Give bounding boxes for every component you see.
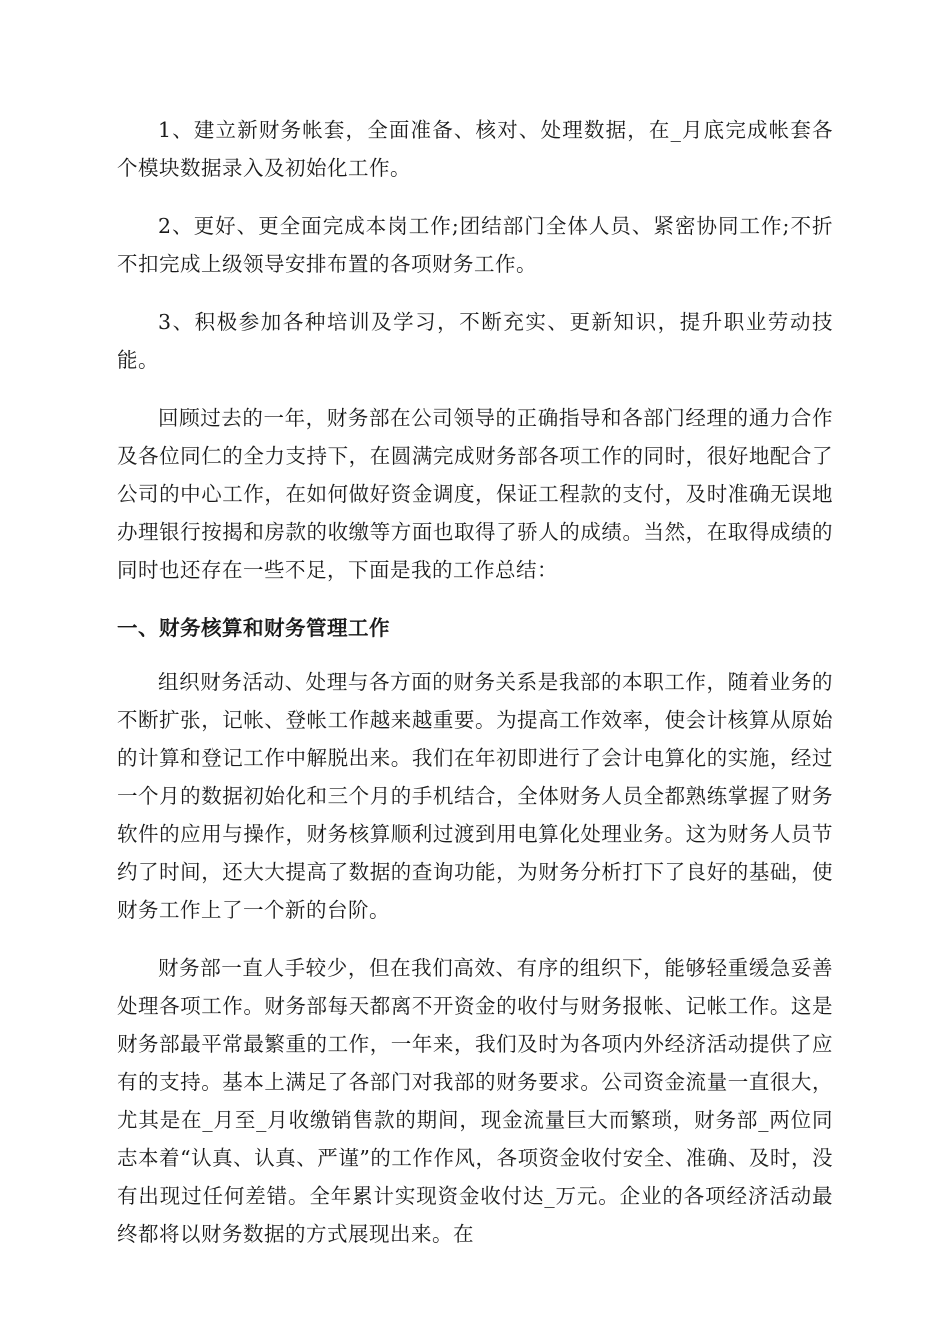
paragraph-accounting: 组织财务活动、处理与各方面的财务关系是我部的本职工作，随着业务的不断扩张，记帐、登帐工作越来越重要。为提高工作效率，使会计核算从原始的计算和登记工作中解脱出来。我们在年初即进行了会计电算化的实施，经过一个月的数据初始化和三个月的手机结合，全体财务人员全都熟练掌握了财务软件的应用与操作，财务核算顺利过渡到用电算化处理业务。这为财务人员节约了时间，还大大提高了数据的查询功能，为财务分析打下了良好的基础，使财务工作上了一个新的台阶。: [117, 670, 833, 922]
paragraph-item-2: 2、更好、更全面完成本岗工作;团结部门全体人员、紧密协同工作;不折不扣完成上级领导安排布置的各项财务工作。: [117, 214, 833, 276]
paragraph-review: 回顾过去的一年，财务部在公司领导的正确指导和各部门经理的通力合作及各位同仁的全力支持下，在圆满完成财务部各项工作的同时，很好地配合了公司的中心工作，在如何做好资金调度，保证工程款的支付，及时准确无误地办理银行按揭和房款的收缴等方面也取得了骄人的成绩。当然，在取得成绩的同时也还存在一些不足，下面是我的工作总结：: [117, 406, 833, 582]
document-body: [117, 111, 833, 1253]
section-heading: 一、财务核算和财务管理工作: [117, 616, 390, 640]
paragraph-funds: 财务部一直人手较少，但在我们高效、有序的组织下，能够轻重缓急妥善处理各项工作。财务部每天都离不开资金的收付与财务报帐、记帐工作。这是财务部最平常最繁重的工作，一年来，我们及时为各项内外经济活动提供了应有的支持。基本上满足了各部门对我部的财务要求。公司资金流量一直很大，尤其是在_月至_月收缴销售款的期间，现金流量巨大而繁琐，财务部_两位同志本着“认真、认真、严谨”的工作作风，各项资金收付安全、准确、及时，没有出现过任何差错。全年累计实现资金收付达_万元。企业的各项经济活动最终都将以财务数据的方式展现出来。在: [117, 956, 833, 1246]
paragraph-item-1: 1、建立新财务帐套，全面准备、核对、处理数据，在_月底完成帐套各个模块数据录入及初始化工作。: [117, 118, 833, 180]
paragraph-item-3: 3、积极参加各种培训及学习，不断充实、更新知识，提升职业劳动技能。: [117, 310, 833, 372]
